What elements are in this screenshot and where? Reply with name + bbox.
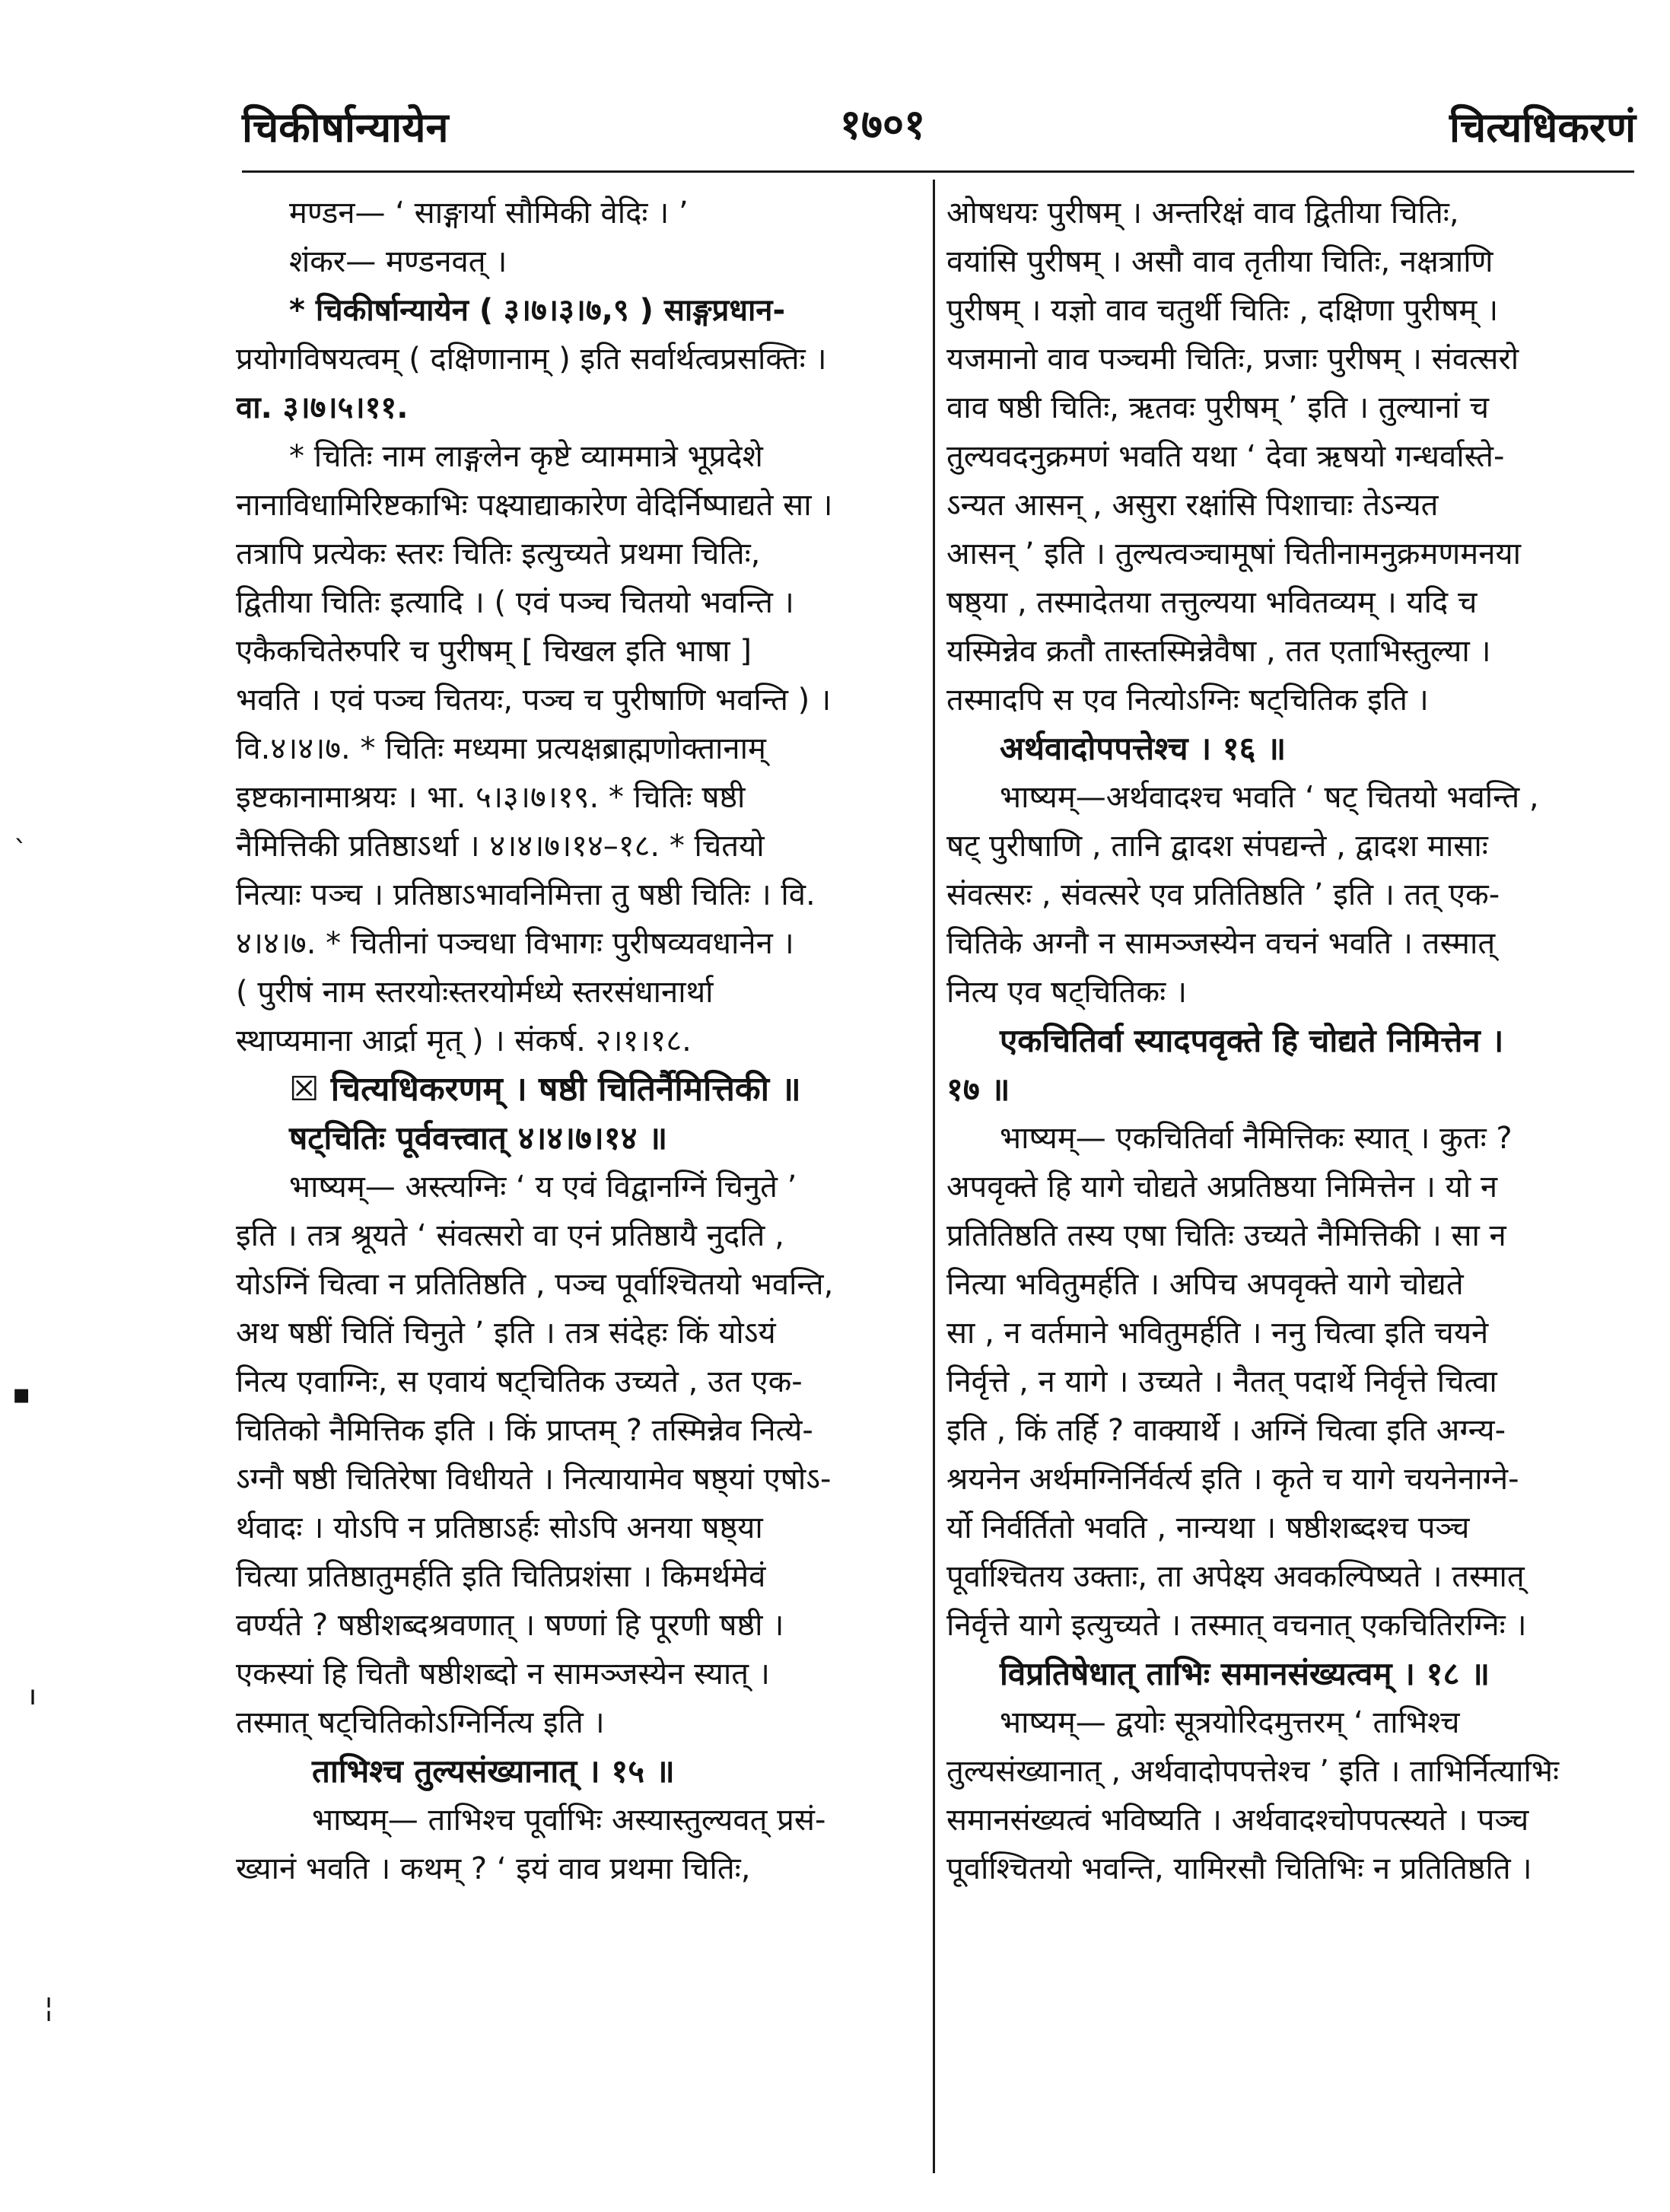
text-line: योऽग्निं चित्वा न प्रतितिष्ठति , पञ्च पूर्वाश्चितयो भवन्ति, — [236, 1267, 834, 1302]
sutra-line: अर्थवादोपपत्तेश्च । १६ ॥ — [1000, 730, 1287, 767]
text-line: नित्य एवाग्निः, स एवायं षट्चितिक उच्यते , उत एक- — [236, 1364, 803, 1399]
text-line: ( पुरीषं नाम स्तरयोःस्तरयोर्मध्ये स्तरसंधानार्था — [236, 975, 714, 1010]
text-line: चित्या प्रतिष्ठातुमर्हति इति चितिप्रशंसा । किमर्थमेवं — [236, 1559, 766, 1594]
text-line: * चितिः नाम लाङ्गलेन कृष्टे व्याममात्रे भूप्रदेशे — [289, 439, 763, 474]
text-line: अपवृक्ते हि यागे चोद्यते अप्रतिष्ठया निमित्तेन । यो न — [946, 1170, 1498, 1205]
text-line: एकस्यां हि चितौ षष्ठीशब्दो न सामञ्जस्येन स्यात् । — [236, 1657, 770, 1692]
text-line: तस्मादपि स एव नित्योऽग्निः षट्चितिक इति । — [946, 683, 1429, 718]
text-line: भाष्यम्—अर्थवादश्च भवति ‘ षट् चितयो भवन्ति , — [1000, 780, 1539, 815]
text-line: नित्याः पञ्च । प्रतिष्ठाऽभावनिमित्ता तु षष्ठी चितिः । वि. — [236, 877, 816, 912]
text-line: वाव षष्ठी चितिः, ऋतवः पुरीषम् ’ इति । तुल्यानां च — [946, 390, 1490, 425]
margin-mark: ˋ — [14, 835, 27, 867]
text-line: ऽन्यत आसन् , असुरा रक्षांसि पिशाचाः तेऽन्यत — [946, 488, 1439, 523]
text-line: प्रयोगविषयत्वम् ( दक्षिणानाम् ) इति सर्वार्थत्वप्रसक्तिः । — [236, 342, 827, 377]
text-line: इष्टकानामाश्रयः । भा. ५।३।७।१९. * चितिः षष्ठी — [236, 780, 746, 815]
text-line: ४।४।७. * चितीनां पञ्चधा विभागः पुरीषव्यवधानेन । — [236, 926, 794, 961]
text-line: षट् पुरीषाणि , तानि द्वादश संपद्यन्ते , द्वादश मासाः — [946, 829, 1488, 864]
text-line: यस्मिन्नेव क्रतौ तास्तस्मिन्नेवैषा , तत एताभिस्तुल्या । — [946, 634, 1491, 669]
text-line: संवत्सरः , संवत्सरे एव प्रतितिष्ठति ’ इति । तत् एक- — [946, 877, 1500, 912]
text-line: तत्रापि प्रत्येकः स्तरः चितिः इत्युच्यते प्रथमा चितिः, — [236, 536, 761, 571]
text-line: पूर्वाश्चितयो भवन्ति, यामिरसौ चितिभिः न प्रतितिष्ठति । — [946, 1851, 1532, 1886]
text-line: ख्यानं भवति । कथम् ? ‘ इयं वाव प्रथमा चितिः, — [236, 1851, 751, 1886]
text-line: र्थवादः । योऽपि न प्रतिष्ठाऽर्हः सोऽपि अनया षष्ठ्या — [236, 1510, 763, 1545]
adhikarana-heading: ☒ चित्यधिकरणम् । षष्ठी चितिर्नैमित्तिकी ॥ — [289, 1070, 801, 1109]
text-line: चितिको नैमित्तिक इति । किं प्राप्तम् ? तस्मिन्नेव नित्ये- — [236, 1413, 813, 1448]
sutra-line: एकचितिर्वा स्यादपवृक्ते हि चोद्यते निमित्तेन । — [1000, 1022, 1504, 1059]
text-line: वि.४।४।७. * चितिः मध्यमा प्रत्यक्षब्राह्मणोक्तानाम् — [236, 731, 766, 766]
running-head-left: चिकीर्षान्यायेन — [242, 103, 449, 151]
text-line: तुल्यवदनुक्रमणं भवति यथा ‘ देवा ऋषयो गन्धर्वास्ते- — [946, 439, 1505, 474]
text-line: पुरीषम् । यज्ञो वाव चतुर्थी चितिः , दक्षिणा पुरीषम् । — [946, 293, 1499, 328]
text-line: श्रयनेन अर्थमग्निर्निर्वर्त्य इति । कृते च यागे चयनेनाग्ने- — [946, 1462, 1519, 1497]
text-line: द्वितीया चितिः इत्यादि । ( एवं पञ्च चितयो भवन्ति । — [236, 585, 794, 620]
text-line: नित्या भवितुमर्हति । अपिच अपवृक्ते यागे चोद्यते — [946, 1267, 1464, 1302]
text-line: तस्मात् षट्चितिकोऽग्निर्नित्य इति । — [236, 1705, 605, 1740]
text-line: भाष्यम्— अस्त्यग्निः ‘ य एवं विद्वानग्निं चिनुते ’ — [289, 1170, 797, 1205]
text-line: मण्डन— ‘ साङ्गार्या सौमिकी वेदिः । ’ — [289, 196, 689, 231]
margin-mark: ¦ — [44, 1992, 54, 2023]
right-column — [946, 189, 1636, 1893]
text-line: चितिके अग्नौ न सामञ्जस्येन वचनं भवति । तस्मात् — [946, 926, 1496, 961]
text-line: नानाविधामिरिष्टकाभिः पक्ष्याद्याकारेण वेदिर्निष्पाद्यते सा । — [236, 488, 833, 523]
text-line: भाष्यम्— एकचितिर्वा नैमित्तिकः स्यात् । कुतः ? — [1000, 1121, 1513, 1156]
text-line: यजमानो वाव पञ्चमी चितिः, प्रजाः पुरीषम् । संवत्सरो — [946, 342, 1519, 377]
text-line: इति । तत्र श्रूयते ‘ संवत्सरो वा एनं प्रतिष्ठायै नुदति , — [236, 1218, 784, 1253]
text-line: तुल्यसंख्यानात् , अर्थवादोपपत्तेश्च ’ इति । ताभिर्नित्याभिः — [946, 1754, 1560, 1789]
sutra-line: ताभिश्च तुल्यसंख्यानात् । १५ ॥ — [312, 1752, 675, 1790]
margin-mark: ▪ — [12, 1379, 31, 1410]
text-line: स्थाप्यमाना आर्द्रा मृत् ) । संकर्ष. २।१।१८. — [236, 1023, 692, 1058]
text-line: आसन् ’ इति । तुल्यत्वञ्चामूषां चितीनामनुक्रमणमनया — [946, 536, 1521, 571]
sutra-line: षट्चितिः पूर्ववत्त्वात् ४।४।७।१४ ॥ — [289, 1119, 668, 1157]
text-line: ऽग्नौ षष्ठी चितिरेषा विधीयते । नित्यायामेव षष्ठ्यां एषोऽ- — [236, 1462, 832, 1497]
text-line: नित्य एव षट्चितिकः । — [946, 975, 1188, 1010]
text-line: एकैकचितेरुपरि च पुरीषम् [ चिखल इति भाषा ] — [236, 634, 752, 669]
text-line: नैमित्तिकी प्रतिष्ठाऽर्था । ४।४।७।१४–१८. * चितयो — [236, 829, 765, 864]
text-line: प्रतितिष्ठति तस्य एषा चितिः उच्यते नैमित्तिकी । सा न — [946, 1218, 1506, 1253]
sutra-line: १७ ॥ — [946, 1071, 1010, 1108]
text-line: र्यो निर्वर्तितो भवति , नान्यथा । षष्ठीशब्दश्च पञ्च — [946, 1510, 1470, 1545]
text-line: वा. ३।७।५।११. — [236, 390, 409, 425]
text-line: निर्वृत्ते यागे इत्युच्यते । तस्मात् वचनात् एकचितिरग्निः । — [946, 1608, 1527, 1643]
text-line: इति , किं तर्हि ? वाक्यार्थे । अग्निं चित्वा इति अग्न्य- — [946, 1413, 1506, 1448]
text-line: वयांसि पुरीषम् । असौ वाव तृतीया चितिः, नक्षत्राणि — [946, 244, 1493, 279]
page-number: १७०१ — [839, 100, 926, 148]
header-rule — [242, 170, 1634, 173]
text-line: षष्ठ्या , तस्मादेतया तत्तुल्यया भवितव्यम् । यदि च — [946, 585, 1478, 620]
margin-mark: ı — [29, 1680, 37, 1711]
text-line: वर्ण्यते ? षष्ठीशब्दश्रवणात् । षण्णां हि पूरणी षष्ठी । — [236, 1608, 784, 1643]
text-line: पूर्वाश्चितय उक्ताः, ता अपेक्ष्य अवकल्पिष्यते । तस्मात् — [946, 1559, 1525, 1594]
text-line: शंकर— मण्डनवत् । — [289, 244, 507, 279]
running-head-right: चित्यधिकरणं — [1449, 103, 1636, 151]
text-line: ओषधयः पुरीषम् । अन्तरिक्षं वाव द्वितीया चितिः, — [946, 196, 1459, 231]
sutra-line: विप्रतिषेधात् ताभिः समानसंख्यत्वम् । १८ ॥ — [1000, 1655, 1490, 1692]
text-line: निर्वृत्ते , न यागे । उच्यते । नैतत् पदार्थे निर्वृत्ते चित्वा — [946, 1364, 1497, 1399]
text-line: सा , न वर्तमाने भवितुमर्हति । ननु चित्वा इति चयने — [946, 1316, 1489, 1351]
text-line: अथ षष्ठीं चितिं चिनुते ’ इति । तत्र संदेहः किं योऽयं — [236, 1316, 776, 1351]
text-line: भाष्यम्— द्वयोः सूत्रयोरिदमुत्तरम् ‘ ताभिश्च — [1000, 1705, 1460, 1740]
text-line: समानसंख्यत्वं भविष्यति । अर्थवादश्चोपपत्स्यते । पञ्च — [946, 1803, 1529, 1838]
text-line: भाष्यम्— ताभिश्च पूर्वाभिः अस्यास्तुल्यवत् प्रसं- — [312, 1803, 826, 1838]
left-column — [236, 189, 918, 1893]
text-line: * चिकीर्षान्यायेन ( ३।७।३।७,९ ) साङ्गप्रधान- — [289, 293, 786, 328]
text-line: भवति । एवं पञ्च चितयः, पञ्च च पुरीषाणि भवन्ति ) । — [236, 683, 832, 718]
column-divider — [933, 180, 935, 2173]
